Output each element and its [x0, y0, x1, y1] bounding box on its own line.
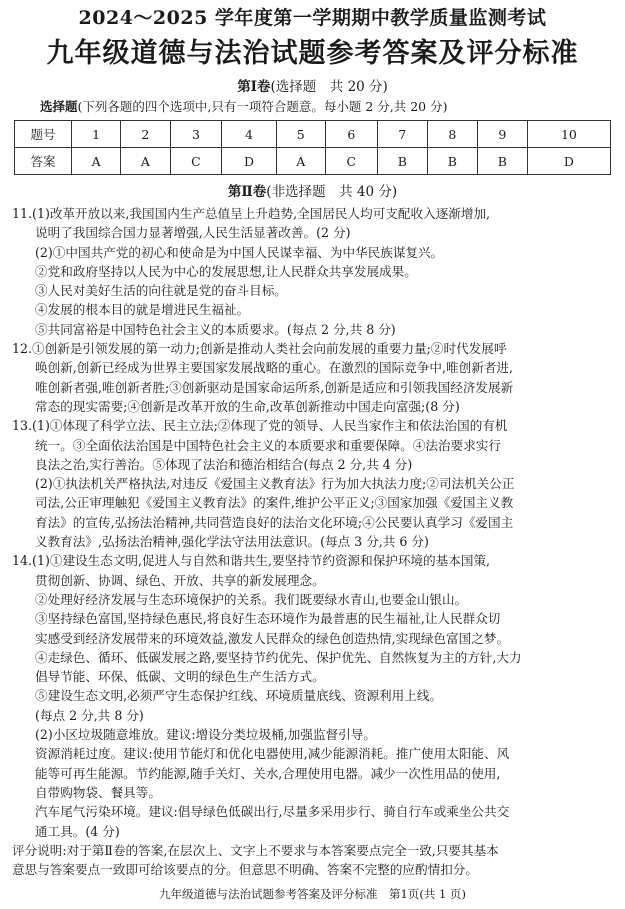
answer-line: 倡导节能、环保、低碳、文明的绿色生产生活方式。 — [35, 669, 325, 685]
part1-heading-label: 第Ⅰ卷 — [237, 79, 271, 95]
answer-key-table — [14, 120, 611, 175]
answer-cell: A — [72, 148, 121, 175]
answer-row — [15, 148, 611, 175]
part2-heading-label: 第Ⅱ卷 — [227, 184, 267, 200]
answer-line: ②处理好经济发展与生态环境保护的关系。我们既要绿水青山,也要金山银山。 — [35, 591, 468, 607]
choice-instructions-label: 选择题 — [40, 99, 78, 114]
answer-line: ③坚持绿色富国,坚持绿色惠民,将良好生态环境作为最普惠的民生福祉,让人民群众切 — [35, 611, 501, 627]
question-number-cell: 10 — [527, 121, 610, 148]
answer-cell: B — [427, 148, 477, 175]
answer-line: 14.(1)①建设生态文明,促进人与自然和谐共生,要坚持节约资源和保护环境的基本国策, — [12, 553, 491, 569]
answer-line: 义教育法》,弘扬法治精神,强化学法守法用法意识。(每点 3 分,共 6 分) — [35, 534, 429, 550]
part1-heading — [0, 78, 625, 96]
answer-line: 实感受到经济发展带来的环境效益,激发人民群众的绿色创造热情,实现绿色富国之梦。 — [35, 630, 509, 646]
question-number-cell: 6 — [325, 121, 377, 148]
answer-line: (2)①中国共产党的初心和使命是为中国人民谋幸福、为中华民族谋复兴。 — [35, 244, 444, 260]
answer-line: ⑤共同富裕是中国特色社会主义的本质要求。(每点 2 分,共 8 分) — [35, 321, 396, 337]
scoring-note-line: 评分说明:对于第Ⅱ卷的答案,在层次上、文字上不要求与本答案要点完全一致,只要其基本 — [12, 842, 499, 858]
answer-line: 自带购物袋、餐具等。 — [35, 784, 161, 800]
answer-cell: A — [276, 148, 325, 175]
answer-cell: C — [325, 148, 377, 175]
question-number-cell: 9 — [477, 121, 527, 148]
choice-instructions — [40, 98, 447, 116]
question-number-cell: 3 — [170, 121, 222, 148]
answer-line: 常态的现实需要;④创新是改革开放的生命,改革创新推动中国走向富强;(8 分) — [35, 398, 460, 414]
answer-line: 唤创新,创新已经成为世界主要国家发展战略的重心。在激烈的国际竞争中,唯创新者进, — [35, 360, 513, 376]
scoring-note-line: 意思与答案要点一致即可给该要点的分。但意思不明确、答案不完整的应酌情扣分。 — [12, 862, 478, 878]
answer-line: 通工具。(4 分) — [35, 823, 120, 839]
answer-line: 资源消耗过度。建议:使用节能灯和优化电器使用,减少能源消耗。推广使用太阳能、风 — [35, 746, 510, 762]
answer-line: (2)①执法机关严格执法,对违反《爱国主义教育法》行为加大执法力度;②司法机关公正 — [35, 476, 515, 492]
choice-instructions-detail: (下列各题的四个选项中,只有一项符合题意。每小题 2 分,共 20 分) — [77, 99, 448, 114]
answer-cell: D — [527, 148, 610, 175]
answer-line: 司法,公正审理触犯《爱国主义教育法》的案件,维护公平正义;③国家加强《爱国主义教 — [35, 495, 514, 511]
answer-line: 13.(1)①体现了科学立法、民主立法;②体现了党的领导、人民当家作主和依法治国的有机 — [12, 418, 508, 434]
answer-line: ⑤建设生态文明,必须严守生态保护红线、环境质量底线、资源利用上线。 — [35, 688, 443, 704]
answer-cell: A — [121, 148, 170, 175]
answer-line: 说明了我国综合国力显著增强,人民生活显著改善。(2 分) — [35, 225, 351, 241]
answer-line: 汽车尾气污染环境。建议:倡导绿色低碳出行,尽量多采用步行、骑自行车或乘坐公共交 — [35, 804, 510, 820]
answer-line: 良法之治,实行善治。⑤体现了法治和德治相结合(每点 2 分,共 4 分) — [35, 456, 413, 472]
page-footer: 九年级道德与法治试题参考答案及评分标准 第1页(共 1 页) — [159, 887, 466, 901]
answer-line: 能等可再生能源。节约能源,随手关灯、关水,合理使用电器。减少一次性用品的使用, — [35, 765, 501, 781]
question-number-cell: 1 — [72, 121, 121, 148]
part1-heading-detail: (选择题 共 20 分) — [270, 79, 388, 95]
answer-line: ④走绿色、循环、低碳发展之路,要坚持节约优先、保护优先、自然恢复为主的方针,大力 — [35, 649, 522, 665]
answer-line: (每点 2 分,共 8 分) — [35, 707, 144, 723]
answer-line: ③人民对美好生活的向往就是党的奋斗目标。 — [35, 283, 287, 299]
part2-heading — [0, 183, 625, 201]
answer-cell: C — [170, 148, 222, 175]
part2-heading-detail: (非选择题 共 40 分) — [266, 184, 398, 200]
answer-body — [12, 204, 614, 879]
question-number-cell: 7 — [377, 121, 427, 148]
row-label-number: 题号 — [15, 121, 72, 148]
document-title: 九年级道德与法治试题参考答案及评分标准 — [46, 38, 579, 69]
answer-cell: B — [377, 148, 427, 175]
answer-line: (2)小区垃圾随意堆放。建议:增设分类垃圾桶,加强监督引导。 — [35, 727, 376, 743]
answer-line: 11.(1)改革开放以来,我国国内生产总值呈上升趋势,全国居民人均可支配收入逐渐增加, — [12, 206, 491, 221]
exam-title: 2024～2025 学年度第一学期期中教学质量监测考试 — [78, 7, 547, 29]
row-label-answer: 答案 — [15, 148, 72, 175]
answer-line: 贯彻创新、协调、绿色、开放、共享的新发展理念。 — [35, 572, 325, 588]
answer-line: ②党和政府坚持以人民为中心的发展思想,让人民群众共享发展成果。 — [35, 263, 417, 279]
answer-line: 统一。③全面依法治国是中国特色社会主义的本质要求和重要保障。④法治要求实行 — [35, 437, 501, 453]
question-number-row — [15, 121, 611, 148]
answer-line: 唯创新者强,唯创新者胜;③创新驱动是国家命运所系,创新是适应和引领我国经济发展新 — [35, 379, 514, 395]
question-number-cell: 8 — [427, 121, 477, 148]
answer-cell: B — [477, 148, 527, 175]
question-number-cell: 2 — [121, 121, 170, 148]
answer-line: 育法》的宣传,弘扬法治精神,共同营造良好的法治文化环境;④公民要认真学习《爱国主 — [35, 514, 514, 530]
answer-line: 12.①创新是引领发展的第一动力;创新是推动人类社会向前发展的重要力量;②时代发展呼 — [12, 341, 507, 357]
question-number-cell: 4 — [222, 121, 276, 148]
answer-line: ④发展的根本目的就是增进民生福祉。 — [35, 302, 250, 318]
answer-cell: D — [222, 148, 276, 175]
question-number-cell: 5 — [276, 121, 325, 148]
